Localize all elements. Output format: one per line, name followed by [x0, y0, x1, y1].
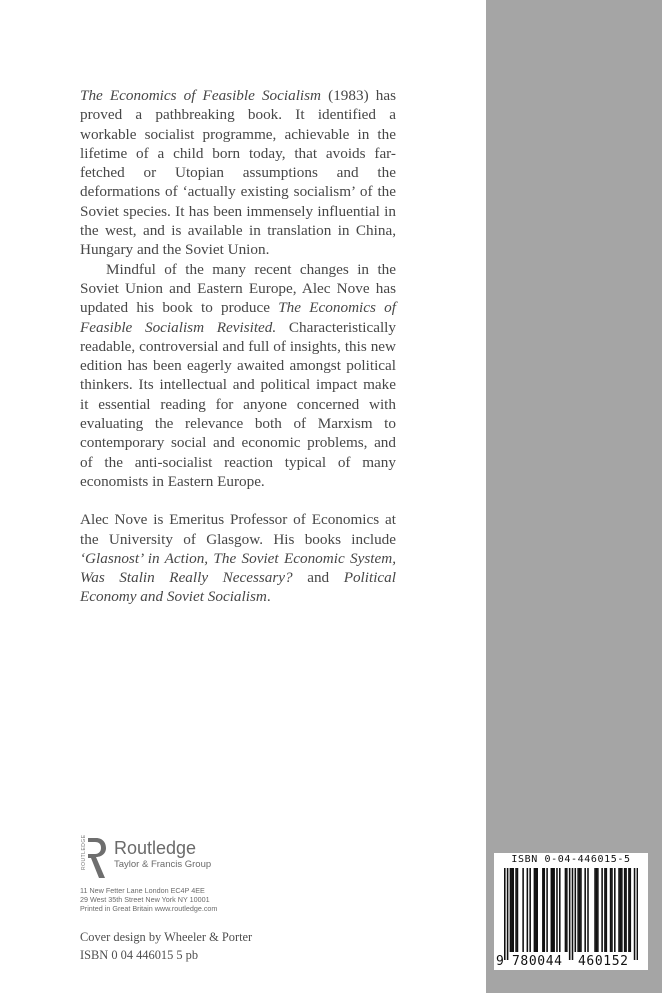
book-title-revisited: The Economics of Feasible Socialism Revisited. [80, 299, 396, 336]
barcode-bar [625, 868, 627, 952]
barcode-bar [637, 868, 638, 960]
barcode-bar [510, 868, 512, 952]
barcode-bar [606, 868, 608, 952]
barcode-bar [601, 868, 603, 952]
barcode-bar [620, 868, 622, 952]
barcode-isbn-label: ISBN 0-04-446015-5 [511, 854, 631, 865]
book-title-original: The Economics of Feasible Socialism [80, 87, 322, 104]
barcode-bar [577, 868, 579, 952]
ean-left-group: 780044 [512, 954, 563, 969]
barcode-bar [529, 868, 531, 952]
barcode-bar [572, 868, 574, 960]
barcode-bar [551, 868, 553, 952]
credits [80, 928, 252, 964]
author-books: ‘Glasnost’ in Action, The Soviet Economic System, Was Stalin Really Necessary? [80, 549, 396, 587]
barcode-bar [604, 868, 606, 952]
barcode-box [494, 853, 648, 970]
barcode-bar [559, 868, 561, 952]
address-line: 29 West 35th Street New York NY 10001 [80, 895, 210, 904]
barcode-bar [594, 868, 596, 952]
barcode-bar [587, 868, 589, 952]
barcode-bar [512, 868, 514, 952]
barcode-bar [565, 868, 567, 952]
barcode-bar [527, 868, 529, 952]
barcode-bar [596, 868, 598, 952]
back-cover-blurb [80, 86, 396, 607]
barcode-bar [543, 868, 545, 952]
barcode-bar [552, 868, 554, 952]
barcode-bar [535, 868, 537, 952]
isbn-credit: ISBN 0 04 446015 5 pb [80, 948, 199, 962]
barcode-bar [624, 868, 626, 952]
barcode-bar [504, 868, 506, 960]
barcode-bar [556, 868, 558, 952]
routledge-vertical-text: ROUTLEDGE [81, 834, 87, 870]
barcode-bar [580, 868, 582, 952]
barcode-bar [621, 868, 623, 952]
barcode-bar [566, 868, 568, 952]
barcode-bar [579, 868, 581, 952]
barcode-bar [569, 868, 571, 960]
barcode-bar [628, 868, 630, 952]
barcode-bar [634, 868, 636, 960]
barcode-bar [610, 868, 612, 952]
routledge-logo [78, 836, 278, 880]
author-bio: Alec Nove is Emeritus Professor of Economics at the University of Glasgow. His books include ‘Glasnost’ in Action, The Soviet Economic System, Was Stalin Really Necessary? and Political Economy and Soviet Socialism. [80, 511, 396, 606]
barcode-bar [611, 868, 613, 952]
barcode-bar [507, 868, 509, 960]
barcode-bar [542, 868, 544, 952]
publisher-group: Taylor & Francis Group [114, 859, 212, 870]
barcode-bar [517, 868, 519, 952]
address-line: Printed in Great Britain www.routledge.com [80, 904, 218, 913]
back-cover-grey-strip [486, 0, 662, 993]
barcode-bar [575, 868, 577, 952]
barcode-bars [504, 868, 638, 960]
barcode-bar [546, 868, 548, 952]
barcode-bar [515, 868, 517, 952]
barcode-bar [553, 868, 555, 952]
publisher-name: Routledge [114, 838, 197, 858]
barcode-bar [584, 868, 586, 952]
barcode-bar [614, 868, 616, 952]
cover-design-credit: Cover design by Wheeler & Porter [80, 930, 253, 944]
barcode-bar [618, 868, 620, 952]
barcode-bar [511, 868, 513, 952]
barcode-bar [597, 868, 599, 952]
blurb-paragraph-2: Mindful of the many recent changes in the Soviet Union and Eastern Europe, Alec Nove has updated his book to produce The Economics of Feasible Socialism Revisited. Characteristically readable, controversial and full of insights, this new edition has been eagerly awaited amongst political thinkers. Its intellectual and political impact make it essential reading for anyone concerned with evaluating the relevance both of Marxism to contemporary social and economic problems, and of the anti-socialist reaction typical of many economists in Eastern Europe. [80, 260, 396, 490]
author-book-last: Political Economy and Soviet Socialism [80, 569, 396, 606]
ean-right-group: 460152 [578, 954, 629, 969]
barcode-bar [522, 868, 524, 952]
barcode-bar [536, 868, 538, 952]
blurb-paragraph-1: The Economics of Feasible Socialism (1983) has proved a pathbreaking book. It identified a workable socialist programme, achievable in the lifetime of a child born today, that avoids far-fetched or Utopian assumptions and the deformations of ‘actually existing socialism’ of the Soviet species. It has been immensely influential in the west, and is available in translation in China, Hungary and the Soviet Union. [80, 87, 396, 259]
barcode-bar [534, 868, 536, 952]
address-line: 11 New Fetter Lane London EC4P 4EE [80, 886, 205, 895]
publisher-address [80, 886, 217, 913]
ean-first-digit: 9 [496, 954, 504, 969]
barcode-bar [630, 868, 632, 952]
